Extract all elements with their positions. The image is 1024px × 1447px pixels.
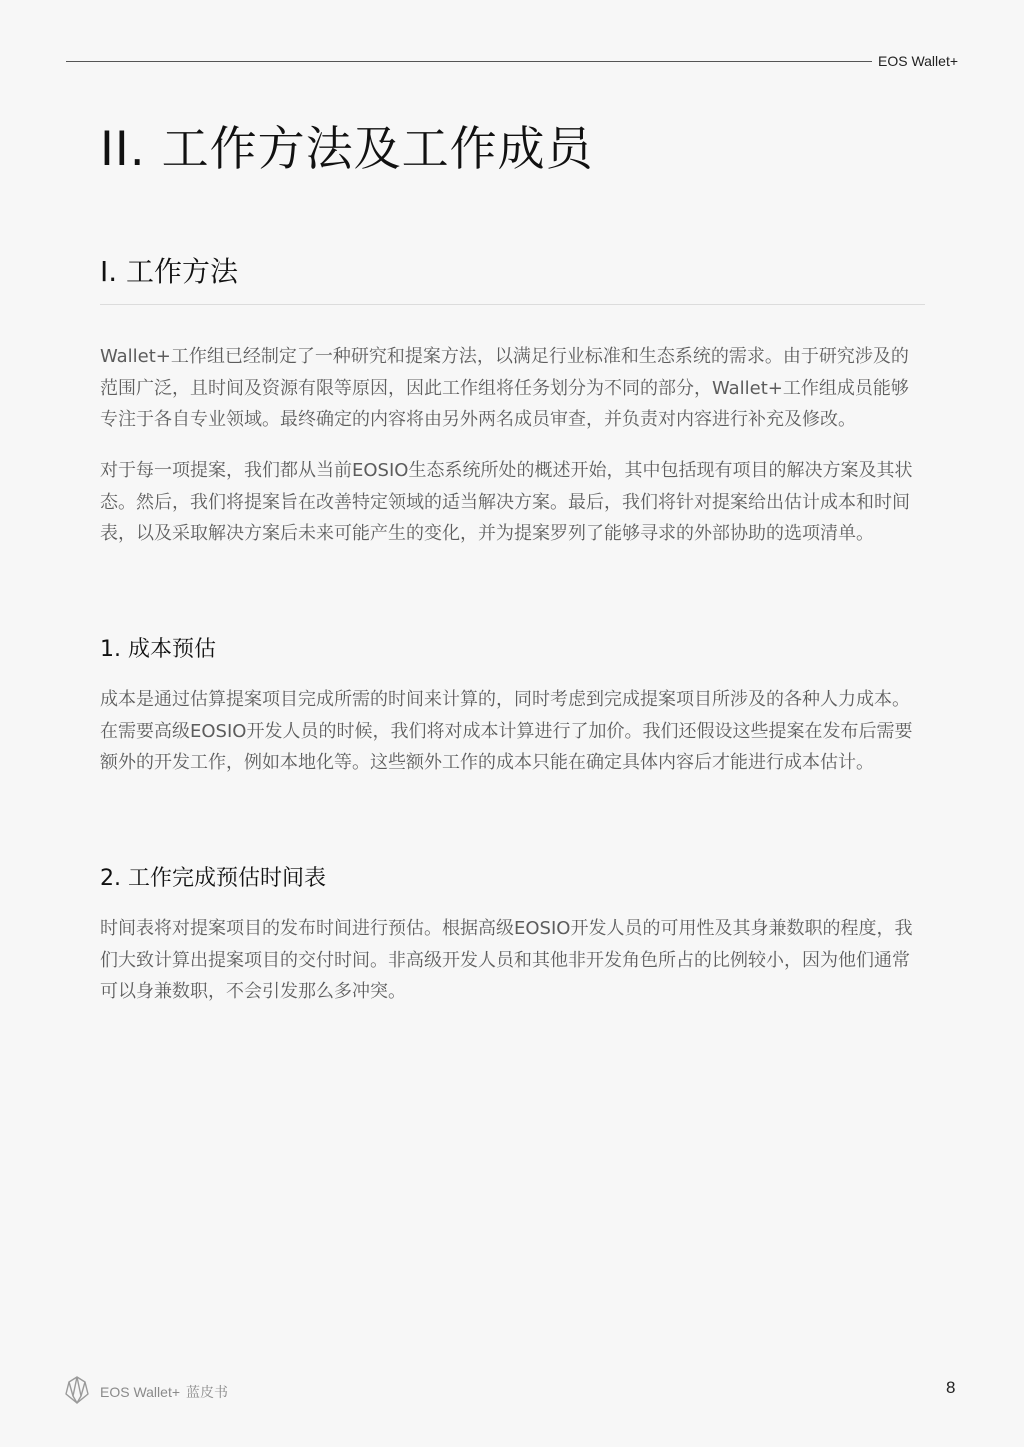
page-number: 8 [946, 1378, 956, 1397]
section-paragraph: 对于每一项提案，我们都从当前EOSIO生态系统所处的概述开始，其中包括现有项目的解决方案及其状态。然后，我们将提案旨在改善特定领域的适当解决方案。最后，我们将针对提案给出估计成本和时间表，以及采取解决方案后未来可能产生的变化，并为提案罗列了能够寻求的外部协助的选项清单。 [100, 460, 913, 544]
footer-brand-name: EOS Wallet+ [100, 1384, 181, 1400]
subsection-title-timeline: 2. 工作完成预估时间表 [100, 866, 326, 891]
section-paragraph: Wallet+工作组已经制定了一种研究和提案方法，以满足行业标准和生态系统的需求。由于研究涉及的范围广泛，且时间及资源有限等原因，因此工作组将任务划分为不同的部分，Wallet+工作组成员能够专注于各自专业领域。最终确定的内容将由另外两名成员审查，并负责对内容进行补充及修改。 [100, 346, 909, 430]
subsection-title-cost-estimate: 1. 成本预估 [100, 637, 216, 662]
footer-brand [100, 1382, 228, 1402]
subsection-paragraph-cost-estimate: 成本是通过估算提案项目完成所需的时间来计算的，同时考虑到完成提案项目所涉及的各种人力成本。在需要高级EOSIO开发人员的时候，我们将对成本计算进行了加价。我们还假设这些提案在发布后需要额外的开发工作，例如本地化等。这些额外工作的成本只能在确定具体内容后才能进行成本估计。 [100, 689, 913, 773]
page-title: II. 工作方法及工作成员 [100, 122, 594, 177]
section-title: I. 工作方法 [100, 255, 239, 288]
header-divider [66, 61, 872, 62]
footer-doc-type: 蓝皮书 [186, 1384, 229, 1400]
header-brand: EOS Wallet+ [878, 53, 959, 69]
subsection-paragraph-timeline: 时间表将对提案项目的发布时间进行预估。根据高级EOSIO开发人员的可用性及其身兼数职的程度，我们大致计算出提案项目的交付时间。非高级开发人员和其他非开发角色所占的比例较小，因为他们通常可以身兼数职，不会引发那么多冲突。 [100, 918, 913, 1002]
eos-wallet-logo-icon [64, 1376, 90, 1404]
section-divider [100, 304, 925, 305]
